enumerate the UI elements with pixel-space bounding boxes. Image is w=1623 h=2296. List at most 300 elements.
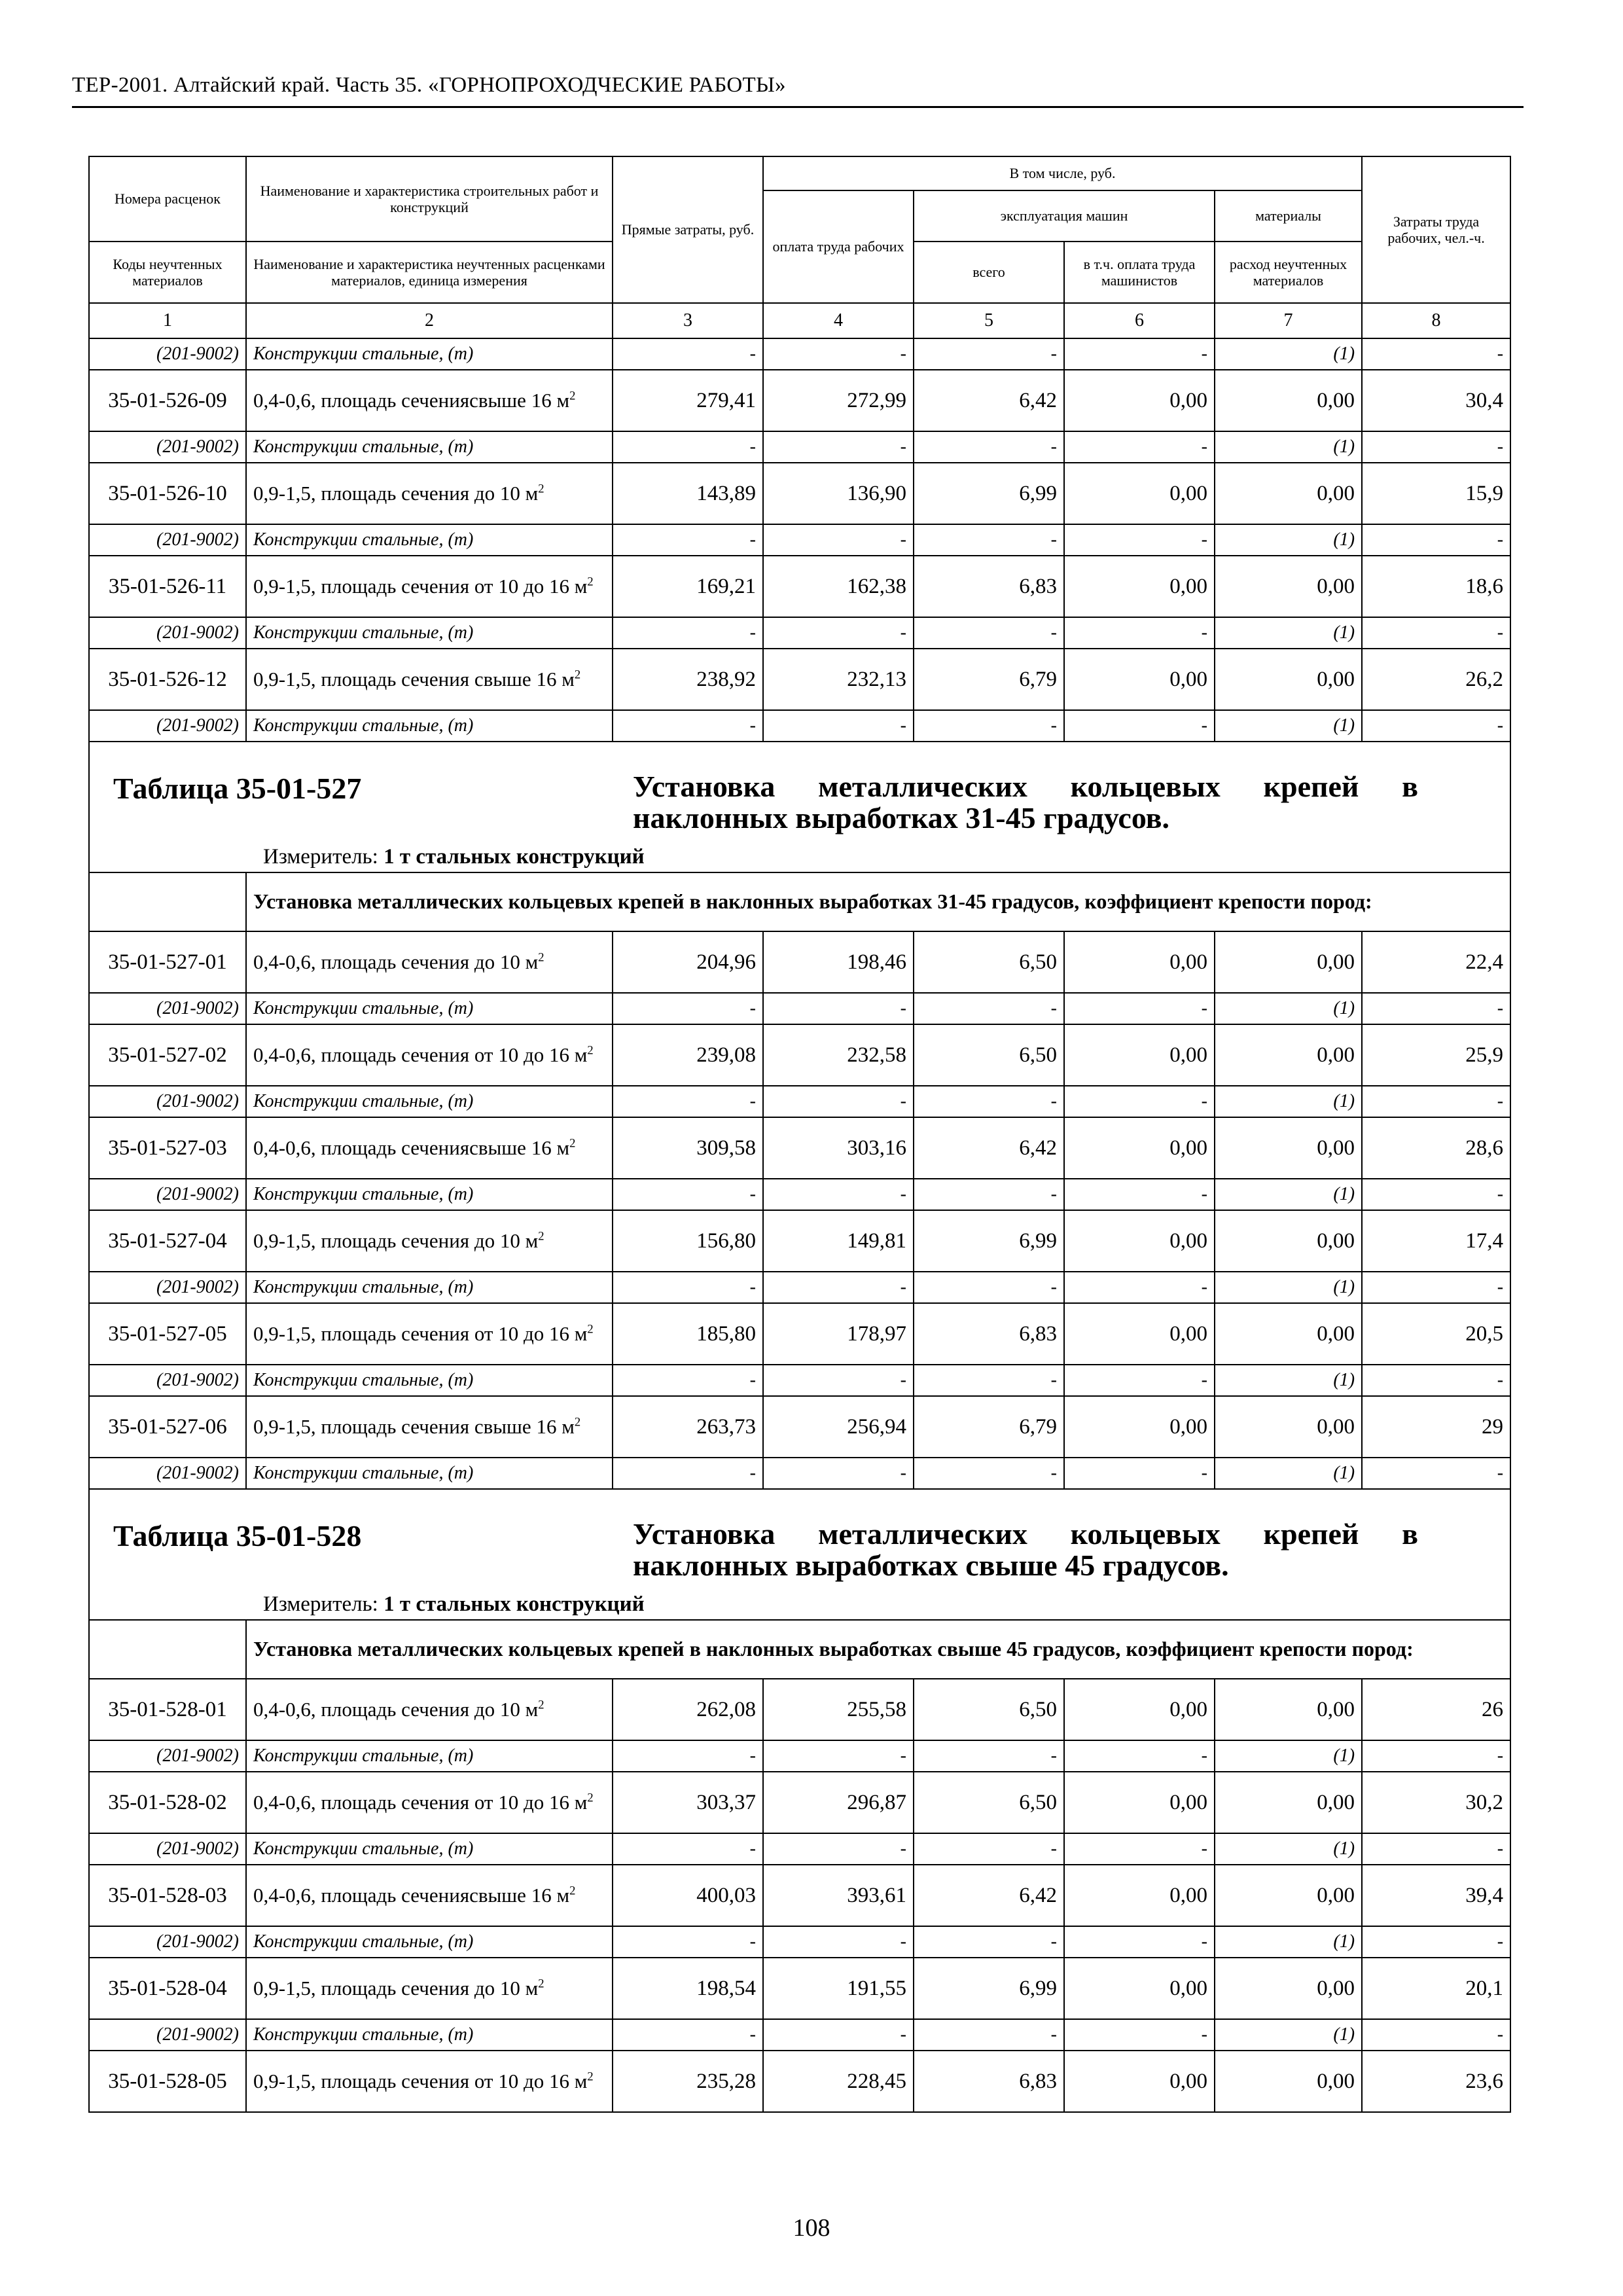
measure-label: Измеритель:: [263, 845, 378, 869]
rate-labor-hours: 15,9: [1362, 463, 1510, 524]
rate-name-text: 0,9-1,5, площадь сечения от 10 до 16 м: [253, 574, 588, 598]
rate-labor-hours: 20,1: [1362, 1958, 1510, 2019]
material-consumption: (1): [1215, 1458, 1362, 1489]
material-labor-pay: -: [763, 1458, 914, 1489]
rate-materials: 0,00: [1215, 1210, 1362, 1272]
material-code: (201-9002): [89, 1086, 246, 1117]
material-labor-pay: -: [763, 710, 914, 742]
material-labor-pay: -: [763, 1833, 914, 1865]
rate-code: 35-01-528-01: [89, 1679, 246, 1740]
rate-operators-pay: 0,00: [1064, 2051, 1215, 2112]
material-name: Конструкции стальные, (т): [246, 1833, 613, 1865]
rate-operators-pay: 0,00: [1064, 370, 1215, 431]
rate-name: [246, 649, 613, 710]
rate-operators-pay: 0,00: [1064, 1117, 1215, 1179]
material-direct: -: [613, 993, 763, 1024]
rate-direct-cost: 239,08: [613, 1024, 763, 1086]
material-operators: -: [1064, 1833, 1215, 1865]
section-spacer: [89, 1620, 246, 1679]
material-name: Конструкции стальные, (т): [246, 993, 613, 1024]
column-number: 7: [1215, 303, 1362, 338]
material-row: [89, 710, 1510, 742]
material-machines-total: -: [914, 2019, 1064, 2051]
material-labor-hours: -: [1362, 993, 1510, 1024]
material-labor-pay: -: [763, 617, 914, 649]
rate-direct-cost: 185,80: [613, 1303, 763, 1365]
rate-machines-total: 6,42: [914, 1865, 1064, 1926]
rate-row: [89, 931, 1510, 993]
table-title-row: [89, 1489, 1510, 1620]
rate-machines-total: 6,50: [914, 931, 1064, 993]
rate-labor-hours: 22,4: [1362, 931, 1510, 993]
rate-materials: 0,00: [1215, 1024, 1362, 1086]
material-machines-total: -: [914, 993, 1064, 1024]
rate-row: [89, 2051, 1510, 2112]
rate-name-text: 0,9-1,5, площадь сечения от 10 до 16 м: [253, 2069, 588, 2092]
rate-labor-hours: 18,6: [1362, 556, 1510, 617]
material-direct: -: [613, 1086, 763, 1117]
rate-labor-pay: 191,55: [763, 1958, 914, 2019]
rate-direct-cost: 235,28: [613, 2051, 763, 2112]
material-row: [89, 1458, 1510, 1489]
rate-machines-total: 6,50: [914, 1772, 1064, 1833]
material-operators: -: [1064, 617, 1215, 649]
material-machines-total: -: [914, 338, 1064, 370]
square-superscript: 2: [587, 1322, 594, 1336]
rate-row: [89, 1958, 1510, 2019]
material-machines-total: -: [914, 431, 1064, 463]
rate-machines-total: 6,79: [914, 1396, 1064, 1458]
column-number: 1: [89, 303, 246, 338]
material-consumption: (1): [1215, 1086, 1362, 1117]
rate-name-text: 0,9-1,5, площадь сечения свыше 16 м: [253, 1414, 575, 1438]
material-name: Конструкции стальные, (т): [246, 2019, 613, 2051]
material-operators: -: [1064, 1926, 1215, 1958]
rate-name: [246, 2051, 613, 2112]
rate-code: 35-01-528-04: [89, 1958, 246, 2019]
rate-labor-pay: 255,58: [763, 1679, 914, 1740]
material-consumption: (1): [1215, 524, 1362, 556]
material-code: (201-9002): [89, 338, 246, 370]
rate-direct-cost: 263,73: [613, 1396, 763, 1458]
rate-row: [89, 1024, 1510, 1086]
rate-labor-pay: 393,61: [763, 1865, 914, 1926]
material-name: Конструкции стальные, (т): [246, 524, 613, 556]
material-machines-total: -: [914, 524, 1064, 556]
material-row: [89, 993, 1510, 1024]
rate-materials: 0,00: [1215, 1865, 1362, 1926]
material-direct: -: [613, 338, 763, 370]
rate-row: [89, 1303, 1510, 1365]
material-machines-total: -: [914, 617, 1064, 649]
material-operators: -: [1064, 431, 1215, 463]
material-machines-total: -: [914, 1740, 1064, 1772]
rate-name-text: 0,4-0,6, площадь сечения от 10 до 16 м: [253, 1790, 588, 1814]
rate-materials: 0,00: [1215, 1958, 1362, 2019]
rate-labor-pay: 198,46: [763, 931, 914, 993]
material-labor-hours: -: [1362, 1458, 1510, 1489]
rate-operators-pay: 0,00: [1064, 931, 1215, 993]
square-superscript: 2: [569, 1884, 576, 1898]
table-number: Таблица 35-01-527: [113, 772, 362, 805]
material-machines-total: -: [914, 710, 1064, 742]
rate-machines-total: 6,83: [914, 556, 1064, 617]
header-rule: [72, 106, 1524, 108]
rate-row: [89, 1772, 1510, 1833]
col-header-labor-pay: оплата труда рабочих: [763, 190, 914, 303]
table-title-cell: [89, 1489, 1510, 1620]
material-operators: -: [1064, 993, 1215, 1024]
rate-name: [246, 1958, 613, 2019]
material-machines-total: -: [914, 1458, 1064, 1489]
price-table: [88, 156, 1511, 2113]
measure-label: Измеритель:: [263, 1592, 378, 1616]
square-superscript: 2: [538, 1977, 544, 1991]
rate-name: [246, 1210, 613, 1272]
material-consumption: (1): [1215, 993, 1362, 1024]
material-labor-hours: -: [1362, 1365, 1510, 1396]
rate-row: [89, 649, 1510, 710]
square-superscript: 2: [587, 1791, 594, 1805]
rate-code: 35-01-526-10: [89, 463, 246, 524]
material-name: Конструкции стальные, (т): [246, 1086, 613, 1117]
col-header-materials: материалы: [1215, 190, 1362, 242]
rate-labor-hours: 30,4: [1362, 370, 1510, 431]
rate-machines-total: 6,99: [914, 1210, 1064, 1272]
square-superscript: 2: [538, 482, 544, 496]
material-consumption: (1): [1215, 617, 1362, 649]
rate-name: [246, 370, 613, 431]
material-labor-pay: -: [763, 1272, 914, 1303]
material-code: (201-9002): [89, 1272, 246, 1303]
column-number-row: [89, 303, 1510, 338]
rate-row: [89, 370, 1510, 431]
rate-labor-pay: 232,13: [763, 649, 914, 710]
rate-direct-cost: 238,92: [613, 649, 763, 710]
rate-materials: 0,00: [1215, 1772, 1362, 1833]
rate-name-text: 0,4-0,6, площадь сечениясвыше 16 м: [253, 1136, 570, 1159]
rate-row: [89, 463, 1510, 524]
rate-name: [246, 463, 613, 524]
rate-machines-total: 6,42: [914, 1117, 1064, 1179]
rate-name-text: 0,9-1,5, площадь сечения свыше 16 м: [253, 667, 575, 691]
rate-materials: 0,00: [1215, 931, 1362, 993]
rate-row: [89, 1117, 1510, 1179]
rate-labor-hours: 26: [1362, 1679, 1510, 1740]
material-name: Конструкции стальные, (т): [246, 338, 613, 370]
rate-row: [89, 1210, 1510, 1272]
material-row: [89, 1086, 1510, 1117]
material-operators: -: [1064, 2019, 1215, 2051]
material-operators: -: [1064, 1086, 1215, 1117]
rate-materials: 0,00: [1215, 463, 1362, 524]
section-spacer: [89, 872, 246, 931]
rate-labor-pay: 136,90: [763, 463, 914, 524]
material-labor-pay: -: [763, 1179, 914, 1210]
rate-name-text: 0,4-0,6, площадь сечениясвыше 16 м: [253, 1883, 570, 1907]
square-superscript: 2: [538, 1229, 544, 1244]
rate-name-text: 0,4-0,6, площадь сечениясвыше 16 м: [253, 388, 570, 412]
rate-operators-pay: 0,00: [1064, 1958, 1215, 2019]
material-consumption: (1): [1215, 710, 1362, 742]
col-header-name-top: Наименование и характеристика строительных работ и конструкций: [246, 156, 613, 242]
rate-name: [246, 931, 613, 993]
material-row: [89, 1926, 1510, 1958]
rate-machines-total: 6,99: [914, 463, 1064, 524]
running-title: ТЕР-2001. Алтайский край. Часть 35. «ГОРНОПРОХОДЧЕСКИЕ РАБОТЫ»: [72, 73, 786, 97]
material-labor-hours: -: [1362, 710, 1510, 742]
page-number: 108: [793, 2214, 830, 2242]
material-row: [89, 1365, 1510, 1396]
material-code: (201-9002): [89, 1179, 246, 1210]
material-direct: -: [613, 1833, 763, 1865]
material-code: (201-9002): [89, 710, 246, 742]
rate-labor-pay: 228,45: [763, 2051, 914, 2112]
rate-direct-cost: 279,41: [613, 370, 763, 431]
rate-labor-hours: 20,5: [1362, 1303, 1510, 1365]
rate-materials: 0,00: [1215, 649, 1362, 710]
rate-machines-total: 6,79: [914, 649, 1064, 710]
rate-labor-pay: 178,97: [763, 1303, 914, 1365]
section-heading: Установка металлических кольцевых крепей в наклонных выработках 31-45 градусов, коэффициент крепости пород:: [246, 872, 1510, 931]
rate-labor-hours: 17,4: [1362, 1210, 1510, 1272]
rate-labor-pay: 303,16: [763, 1117, 914, 1179]
measure-unit: [263, 1592, 645, 1617]
rate-labor-hours: 30,2: [1362, 1772, 1510, 1833]
rate-code: 35-01-527-02: [89, 1024, 246, 1086]
material-labor-pay: -: [763, 2019, 914, 2051]
material-name: Конструкции стальные, (т): [246, 431, 613, 463]
rate-direct-cost: 400,03: [613, 1865, 763, 1926]
material-operators: -: [1064, 710, 1215, 742]
rate-row: [89, 1396, 1510, 1458]
rate-code: 35-01-527-04: [89, 1210, 246, 1272]
material-code: (201-9002): [89, 2019, 246, 2051]
material-labor-pay: -: [763, 1926, 914, 1958]
rate-name: [246, 1396, 613, 1458]
square-superscript: 2: [587, 1043, 594, 1058]
rate-name-text: 0,4-0,6, площадь сечения до 10 м: [253, 1697, 539, 1721]
square-superscript: 2: [587, 2070, 594, 2084]
table-number: Таблица 35-01-528: [113, 1519, 362, 1552]
rate-operators-pay: 0,00: [1064, 1210, 1215, 1272]
material-direct: -: [613, 431, 763, 463]
material-name: Конструкции стальные, (т): [246, 1926, 613, 1958]
material-consumption: (1): [1215, 1926, 1362, 1958]
rate-direct-cost: 143,89: [613, 463, 763, 524]
col-header-code-bottom: Коды неучтенных материалов: [89, 242, 246, 303]
material-operators: -: [1064, 1179, 1215, 1210]
material-name: Конструкции стальные, (т): [246, 1179, 613, 1210]
material-direct: -: [613, 710, 763, 742]
material-consumption: (1): [1215, 338, 1362, 370]
material-machines-total: -: [914, 1179, 1064, 1210]
rate-code: 35-01-528-03: [89, 1865, 246, 1926]
square-superscript: 2: [569, 1136, 576, 1151]
material-name: Конструкции стальные, (т): [246, 1365, 613, 1396]
col-header-unaccounted: расход неучтенных материалов: [1215, 242, 1362, 303]
material-labor-pay: -: [763, 1365, 914, 1396]
col-header-incl-operators: в т.ч. оплата труда машинистов: [1064, 242, 1215, 303]
rate-name-text: 0,9-1,5, площадь сечения до 10 м: [253, 1976, 539, 2000]
material-code: (201-9002): [89, 1926, 246, 1958]
material-labor-pay: -: [763, 993, 914, 1024]
rate-operators-pay: 0,00: [1064, 556, 1215, 617]
square-superscript: 2: [574, 668, 581, 682]
rate-materials: 0,00: [1215, 556, 1362, 617]
material-row: [89, 1833, 1510, 1865]
material-direct: -: [613, 1458, 763, 1489]
rate-direct-cost: 309,58: [613, 1117, 763, 1179]
rate-machines-total: 6,42: [914, 370, 1064, 431]
rate-direct-cost: 198,54: [613, 1958, 763, 2019]
rate-operators-pay: 0,00: [1064, 1303, 1215, 1365]
column-number: 4: [763, 303, 914, 338]
material-row: [89, 431, 1510, 463]
rate-labor-hours: 26,2: [1362, 649, 1510, 710]
rate-code: 35-01-528-02: [89, 1772, 246, 1833]
material-name: Конструкции стальные, (т): [246, 617, 613, 649]
square-superscript: 2: [569, 389, 576, 403]
rate-labor-pay: 162,38: [763, 556, 914, 617]
rate-row: [89, 1865, 1510, 1926]
col-header-code-top: Номера расценок: [89, 156, 246, 242]
rate-code: 35-01-527-05: [89, 1303, 246, 1365]
rate-labor-hours: 28,6: [1362, 1117, 1510, 1179]
rate-name: [246, 1117, 613, 1179]
material-labor-pay: -: [763, 524, 914, 556]
material-labor-hours: -: [1362, 1833, 1510, 1865]
rate-row: [89, 1679, 1510, 1740]
rate-name-text: 0,4-0,6, площадь сечения до 10 м: [253, 950, 539, 973]
material-labor-pay: -: [763, 431, 914, 463]
rate-labor-pay: 256,94: [763, 1396, 914, 1458]
material-machines-total: -: [914, 1833, 1064, 1865]
rate-name: [246, 1865, 613, 1926]
material-direct: -: [613, 617, 763, 649]
material-code: (201-9002): [89, 1458, 246, 1489]
rate-name-text: 0,4-0,6, площадь сечения от 10 до 16 м: [253, 1043, 588, 1066]
material-labor-hours: -: [1362, 524, 1510, 556]
material-labor-pay: -: [763, 338, 914, 370]
rate-operators-pay: 0,00: [1064, 1865, 1215, 1926]
material-direct: -: [613, 1179, 763, 1210]
rate-name: [246, 1024, 613, 1086]
material-labor-hours: -: [1362, 1179, 1510, 1210]
rate-direct-cost: 169,21: [613, 556, 763, 617]
rate-direct-cost: 262,08: [613, 1679, 763, 1740]
material-operators: -: [1064, 338, 1215, 370]
rate-code: 35-01-526-11: [89, 556, 246, 617]
material-name: Конструкции стальные, (т): [246, 1740, 613, 1772]
rate-materials: 0,00: [1215, 1303, 1362, 1365]
rate-operators-pay: 0,00: [1064, 1679, 1215, 1740]
rate-code: 35-01-527-01: [89, 931, 246, 993]
material-direct: -: [613, 524, 763, 556]
table-title-row: [89, 742, 1510, 872]
material-code: (201-9002): [89, 1365, 246, 1396]
material-consumption: (1): [1215, 1833, 1362, 1865]
material-code: (201-9002): [89, 1740, 246, 1772]
material-consumption: (1): [1215, 431, 1362, 463]
col-header-name-bottom: Наименование и характеристика неучтенных расценками материалов, единица измерения: [246, 242, 613, 303]
rate-operators-pay: 0,00: [1064, 1396, 1215, 1458]
material-labor-hours: -: [1362, 617, 1510, 649]
rate-labor-pay: 149,81: [763, 1210, 914, 1272]
material-row: [89, 338, 1510, 370]
rate-materials: 0,00: [1215, 2051, 1362, 2112]
column-number: 8: [1362, 303, 1510, 338]
rate-operators-pay: 0,00: [1064, 463, 1215, 524]
rate-operators-pay: 0,00: [1064, 1772, 1215, 1833]
material-labor-pay: -: [763, 1740, 914, 1772]
column-number: 3: [613, 303, 763, 338]
measure-value: 1 т стальных конструкций: [383, 1592, 645, 1616]
material-machines-total: -: [914, 1086, 1064, 1117]
section-heading: Установка металлических кольцевых крепей в наклонных выработках свыше 45 градусов, коэффициент крепости пород:: [246, 1620, 1510, 1679]
material-labor-hours: -: [1362, 1926, 1510, 1958]
material-consumption: (1): [1215, 2019, 1362, 2051]
rate-direct-cost: 204,96: [613, 931, 763, 993]
square-superscript: 2: [538, 950, 544, 965]
material-machines-total: -: [914, 1926, 1064, 1958]
rate-machines-total: 6,99: [914, 1958, 1064, 2019]
material-operators: -: [1064, 1740, 1215, 1772]
rate-labor-hours: 39,4: [1362, 1865, 1510, 1926]
material-labor-hours: -: [1362, 1086, 1510, 1117]
material-labor-pay: -: [763, 1086, 914, 1117]
section-row: [89, 1620, 1510, 1679]
material-code: (201-9002): [89, 1833, 246, 1865]
col-header-incl: В том числе, руб.: [763, 156, 1362, 190]
material-labor-hours: -: [1362, 1272, 1510, 1303]
material-name: Конструкции стальные, (т): [246, 710, 613, 742]
material-operators: -: [1064, 1365, 1215, 1396]
rate-code: 35-01-526-09: [89, 370, 246, 431]
measure-unit: [263, 845, 645, 869]
column-number: 2: [246, 303, 613, 338]
material-direct: -: [613, 1365, 763, 1396]
col-header-labor-hours: Затраты труда рабочих, чел.-ч.: [1362, 156, 1510, 303]
column-number: 6: [1064, 303, 1215, 338]
material-operators: -: [1064, 1458, 1215, 1489]
section-row: [89, 872, 1510, 931]
col-header-total: всего: [914, 242, 1064, 303]
rate-machines-total: 6,50: [914, 1679, 1064, 1740]
material-row: [89, 2019, 1510, 2051]
rate-code: 35-01-527-03: [89, 1117, 246, 1179]
material-row: [89, 524, 1510, 556]
rate-labor-hours: 25,9: [1362, 1024, 1510, 1086]
material-machines-total: -: [914, 1365, 1064, 1396]
rate-machines-total: 6,50: [914, 1024, 1064, 1086]
material-operators: -: [1064, 1272, 1215, 1303]
square-superscript: 2: [587, 575, 594, 589]
material-row: [89, 1179, 1510, 1210]
material-labor-hours: -: [1362, 338, 1510, 370]
table-title: Установка металлических кольцевых крепей в наклонных выработках свыше 45 градусов.: [633, 1517, 1418, 1583]
square-superscript: 2: [574, 1415, 581, 1429]
table-title: Установка металлических кольцевых крепей в наклонных выработках 31-45 градусов.: [633, 770, 1418, 835]
rate-labor-hours: 29: [1362, 1396, 1510, 1458]
rate-direct-cost: 303,37: [613, 1772, 763, 1833]
material-direct: -: [613, 1926, 763, 1958]
material-direct: -: [613, 2019, 763, 2051]
rate-name: [246, 1772, 613, 1833]
rate-machines-total: 6,83: [914, 2051, 1064, 2112]
material-code: (201-9002): [89, 431, 246, 463]
rate-operators-pay: 0,00: [1064, 1024, 1215, 1086]
